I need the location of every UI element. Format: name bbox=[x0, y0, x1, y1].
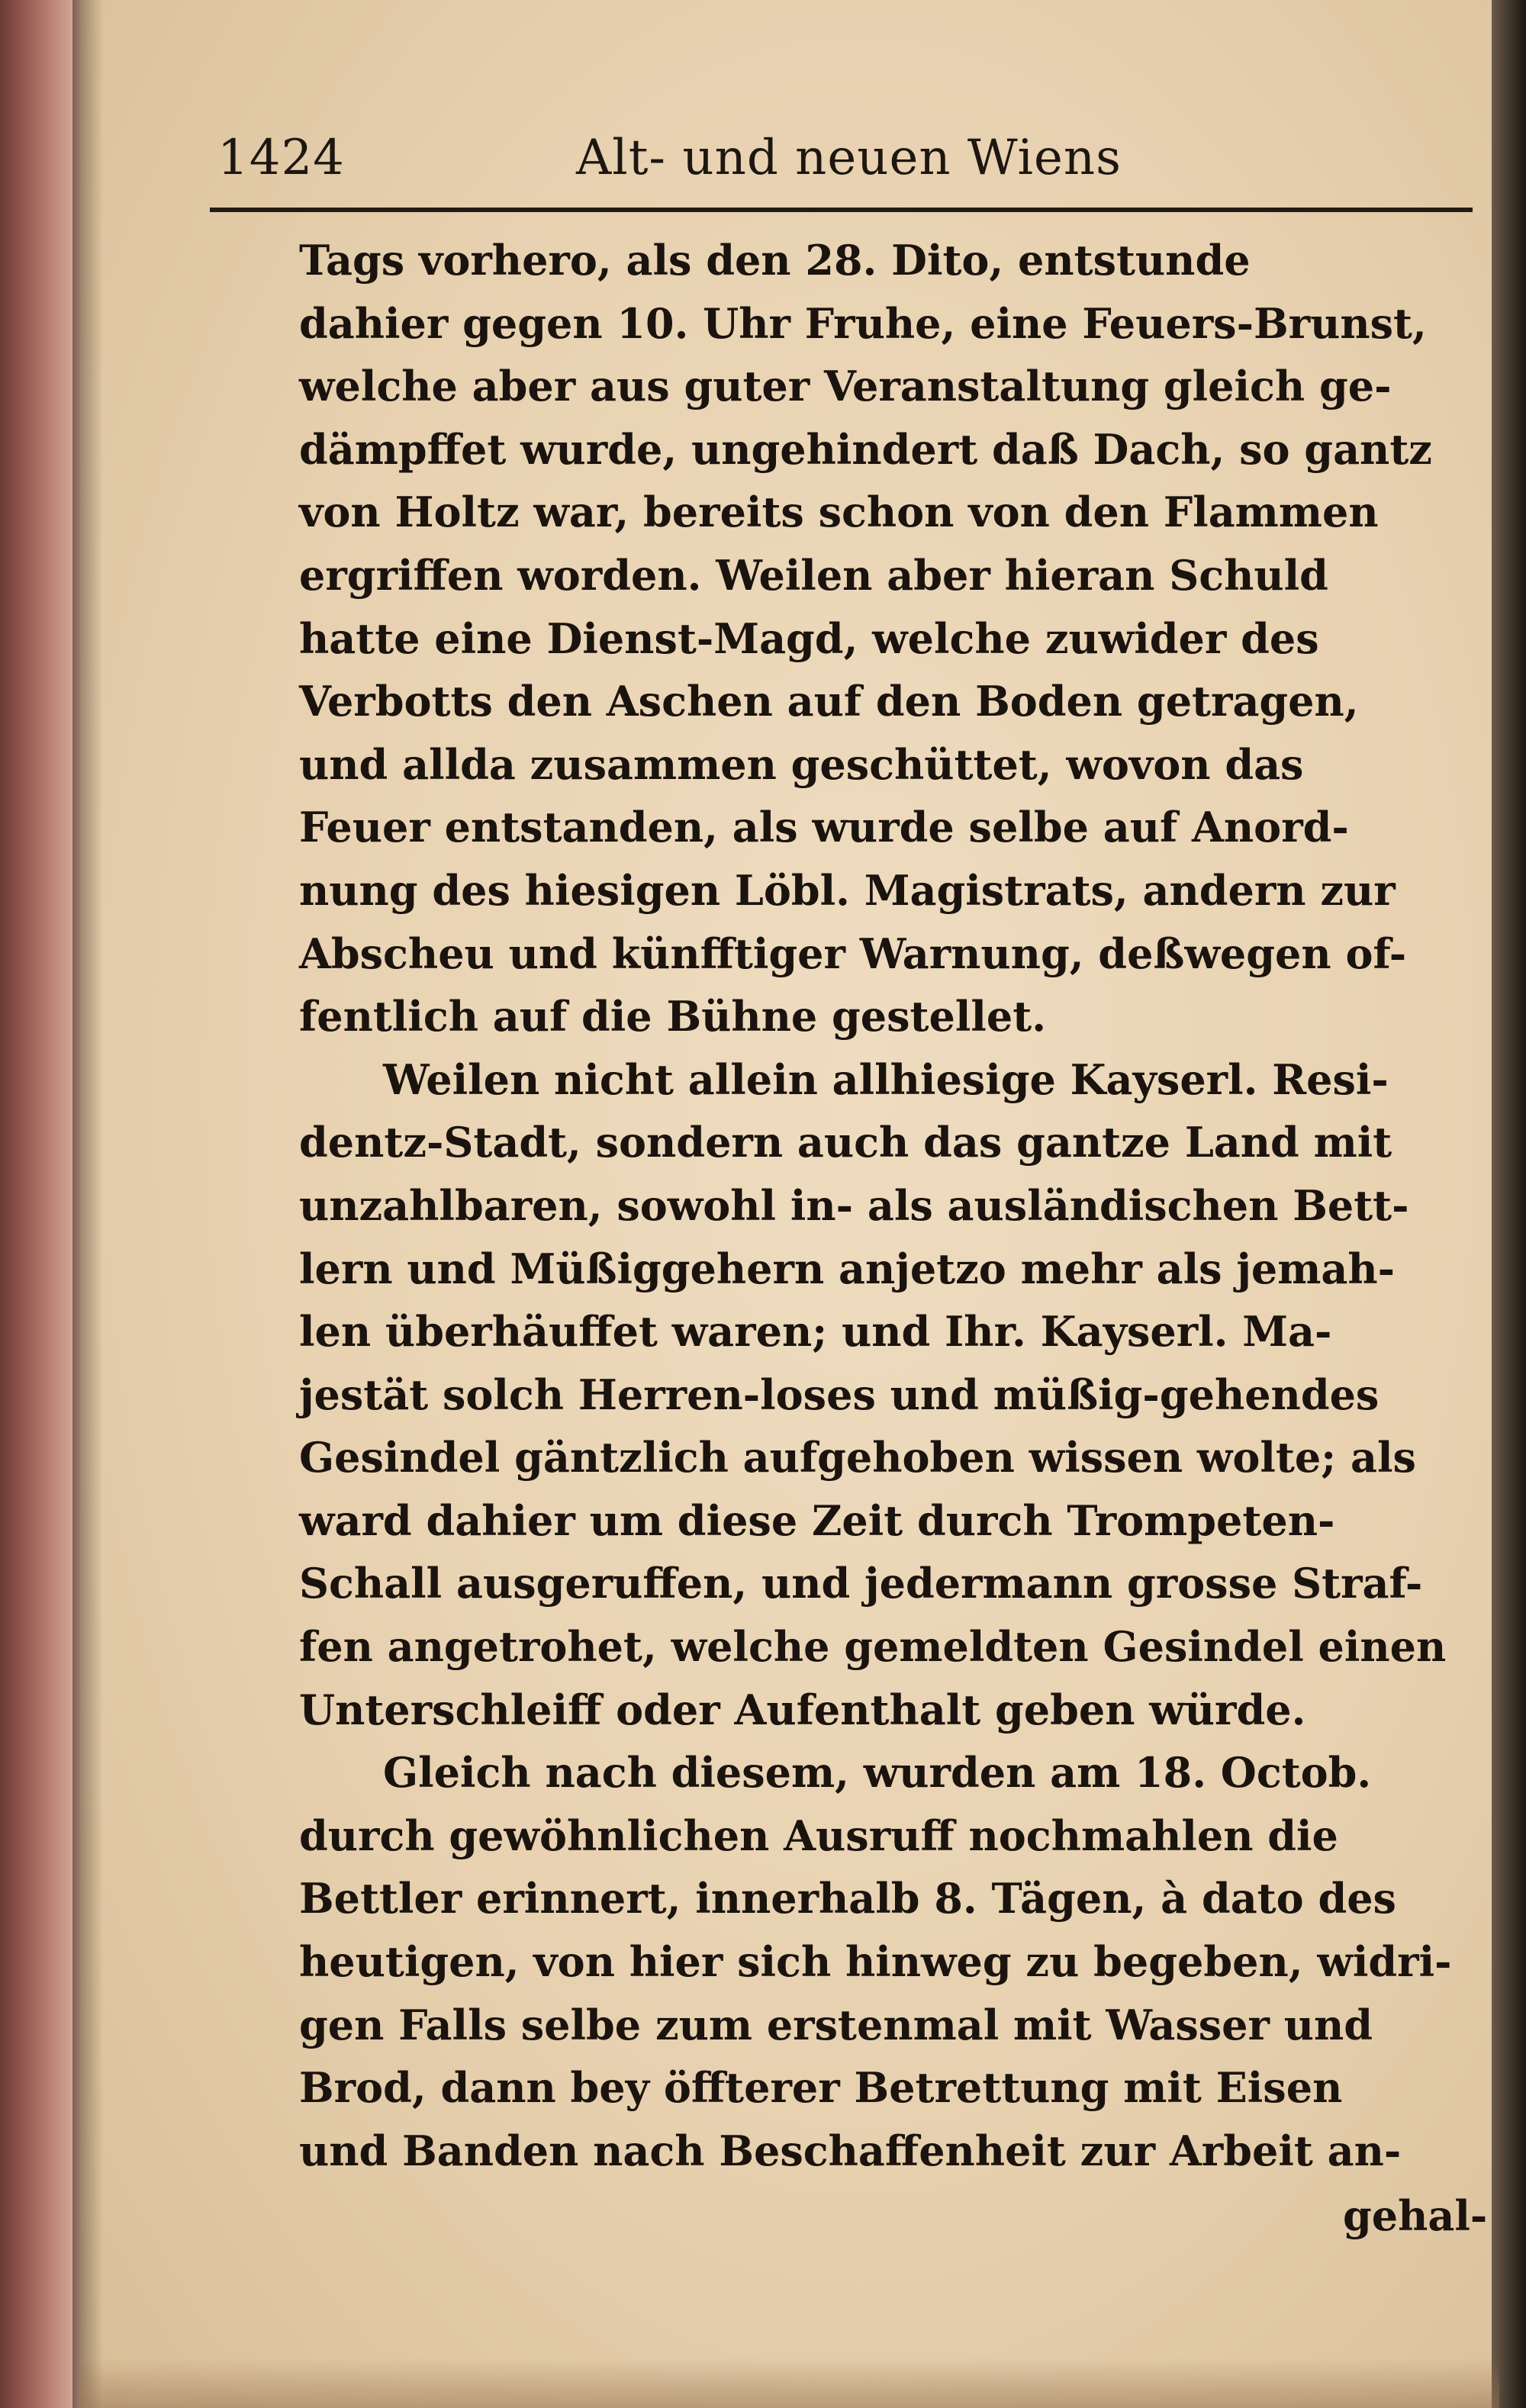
bottom-edge bbox=[80, 2358, 1499, 2408]
text-line: welche aber aus guter Veranstaltung gleich ge- bbox=[299, 362, 1392, 411]
text-line: unzahlbaren, sowohl in- als ausländischen Bett- bbox=[299, 1180, 1409, 1230]
header-rule bbox=[210, 208, 1473, 212]
text-line: jestät solch Herren-loses und müßig-gehendes bbox=[299, 1370, 1380, 1419]
paragraph-start-line: Gleich nach diesem, wurden am 18. Octob. bbox=[383, 1748, 1372, 1798]
text-line: dentz-Stadt, sondern auch das gantze Land mit bbox=[299, 1118, 1392, 1167]
text-line: len überhäuffet waren; und Ihr. Kayserl. Ma- bbox=[299, 1307, 1332, 1357]
text-line: Feuer entstanden, als wurde selbe auf Anord- bbox=[299, 803, 1349, 852]
body-text bbox=[299, 229, 1466, 2182]
text-line: dämpffet wurde, ungehindert daß Dach, so gantz bbox=[299, 424, 1432, 474]
text-line: hatte eine Dienst-Magd, welche zuwider des bbox=[299, 613, 1319, 663]
gutter-shadow bbox=[72, 0, 103, 2408]
right-edge bbox=[1492, 0, 1526, 2408]
text-line: Bettler erinnert, innerhalb 8. Tägen, à dato des bbox=[299, 1874, 1396, 1924]
text-line: gen Falls selbe zum erstenmal mit Wasser und bbox=[299, 2000, 1373, 2049]
text-line: ward dahier um diese Zeit durch Trompeten- bbox=[299, 1495, 1335, 1545]
page-number: 1424 bbox=[217, 130, 345, 186]
text-line: fen angetrohet, welche gemeldten Gesindel einen bbox=[299, 1622, 1447, 1672]
text-line: durch gewöhnlichen Ausruff nochmahlen die bbox=[299, 1811, 1338, 1860]
text-line: Abscheu und künfftiger Warnung, deßwegen of- bbox=[299, 929, 1407, 978]
text-line: und Banden nach Beschaffenheit zur Arbeit an- bbox=[299, 2126, 1402, 2175]
text-line: fentlich auf die Bühne gestellet. bbox=[299, 992, 1046, 1041]
text-line: Verbotts den Aschen auf den Boden getragen, bbox=[299, 677, 1359, 726]
text-line: Gesindel gäntzlich aufgehoben wissen wolte; als bbox=[299, 1433, 1416, 1482]
text-line: dahier gegen 10. Uhr Fruhe, eine Feuers-Brunst, bbox=[299, 298, 1427, 348]
text-line: Unterschleiff oder Aufenthalt geben würde. bbox=[299, 1685, 1306, 1734]
running-title: Alt- und neuen Wiens bbox=[576, 130, 1122, 186]
text-line: lern und Müßiggehern anjetzo mehr als jemah- bbox=[299, 1244, 1396, 1293]
text-line: Brod, dann bey öffterer Betrettung mit Eisen bbox=[299, 2063, 1343, 2113]
text-line: heutigen, von hier sich hinweg zu begeben, widri- bbox=[299, 1937, 1452, 1987]
catchword: gehal- bbox=[1343, 2191, 1488, 2240]
text-line: nung des hiesigen Löbl. Magistrats, andern zur bbox=[299, 865, 1396, 915]
paragraph-start-line: Weilen nicht allein allhiesige Kayserl. Resi- bbox=[383, 1054, 1389, 1104]
text-line: ergriffen worden. Weilen aber hieran Schuld bbox=[299, 550, 1328, 600]
book-edge bbox=[0, 0, 80, 2408]
text-line: von Holtz war, bereits schon von den Flammen bbox=[299, 488, 1379, 537]
text-line: und allda zusammen geschüttet, wovon das bbox=[299, 739, 1304, 789]
text-line: Tags vorhero, als den 28. Dito, entstunde bbox=[299, 236, 1251, 285]
text-line: Schall ausgeruffen, und jedermann grosse Straf- bbox=[299, 1559, 1423, 1608]
page-header bbox=[217, 130, 1469, 214]
